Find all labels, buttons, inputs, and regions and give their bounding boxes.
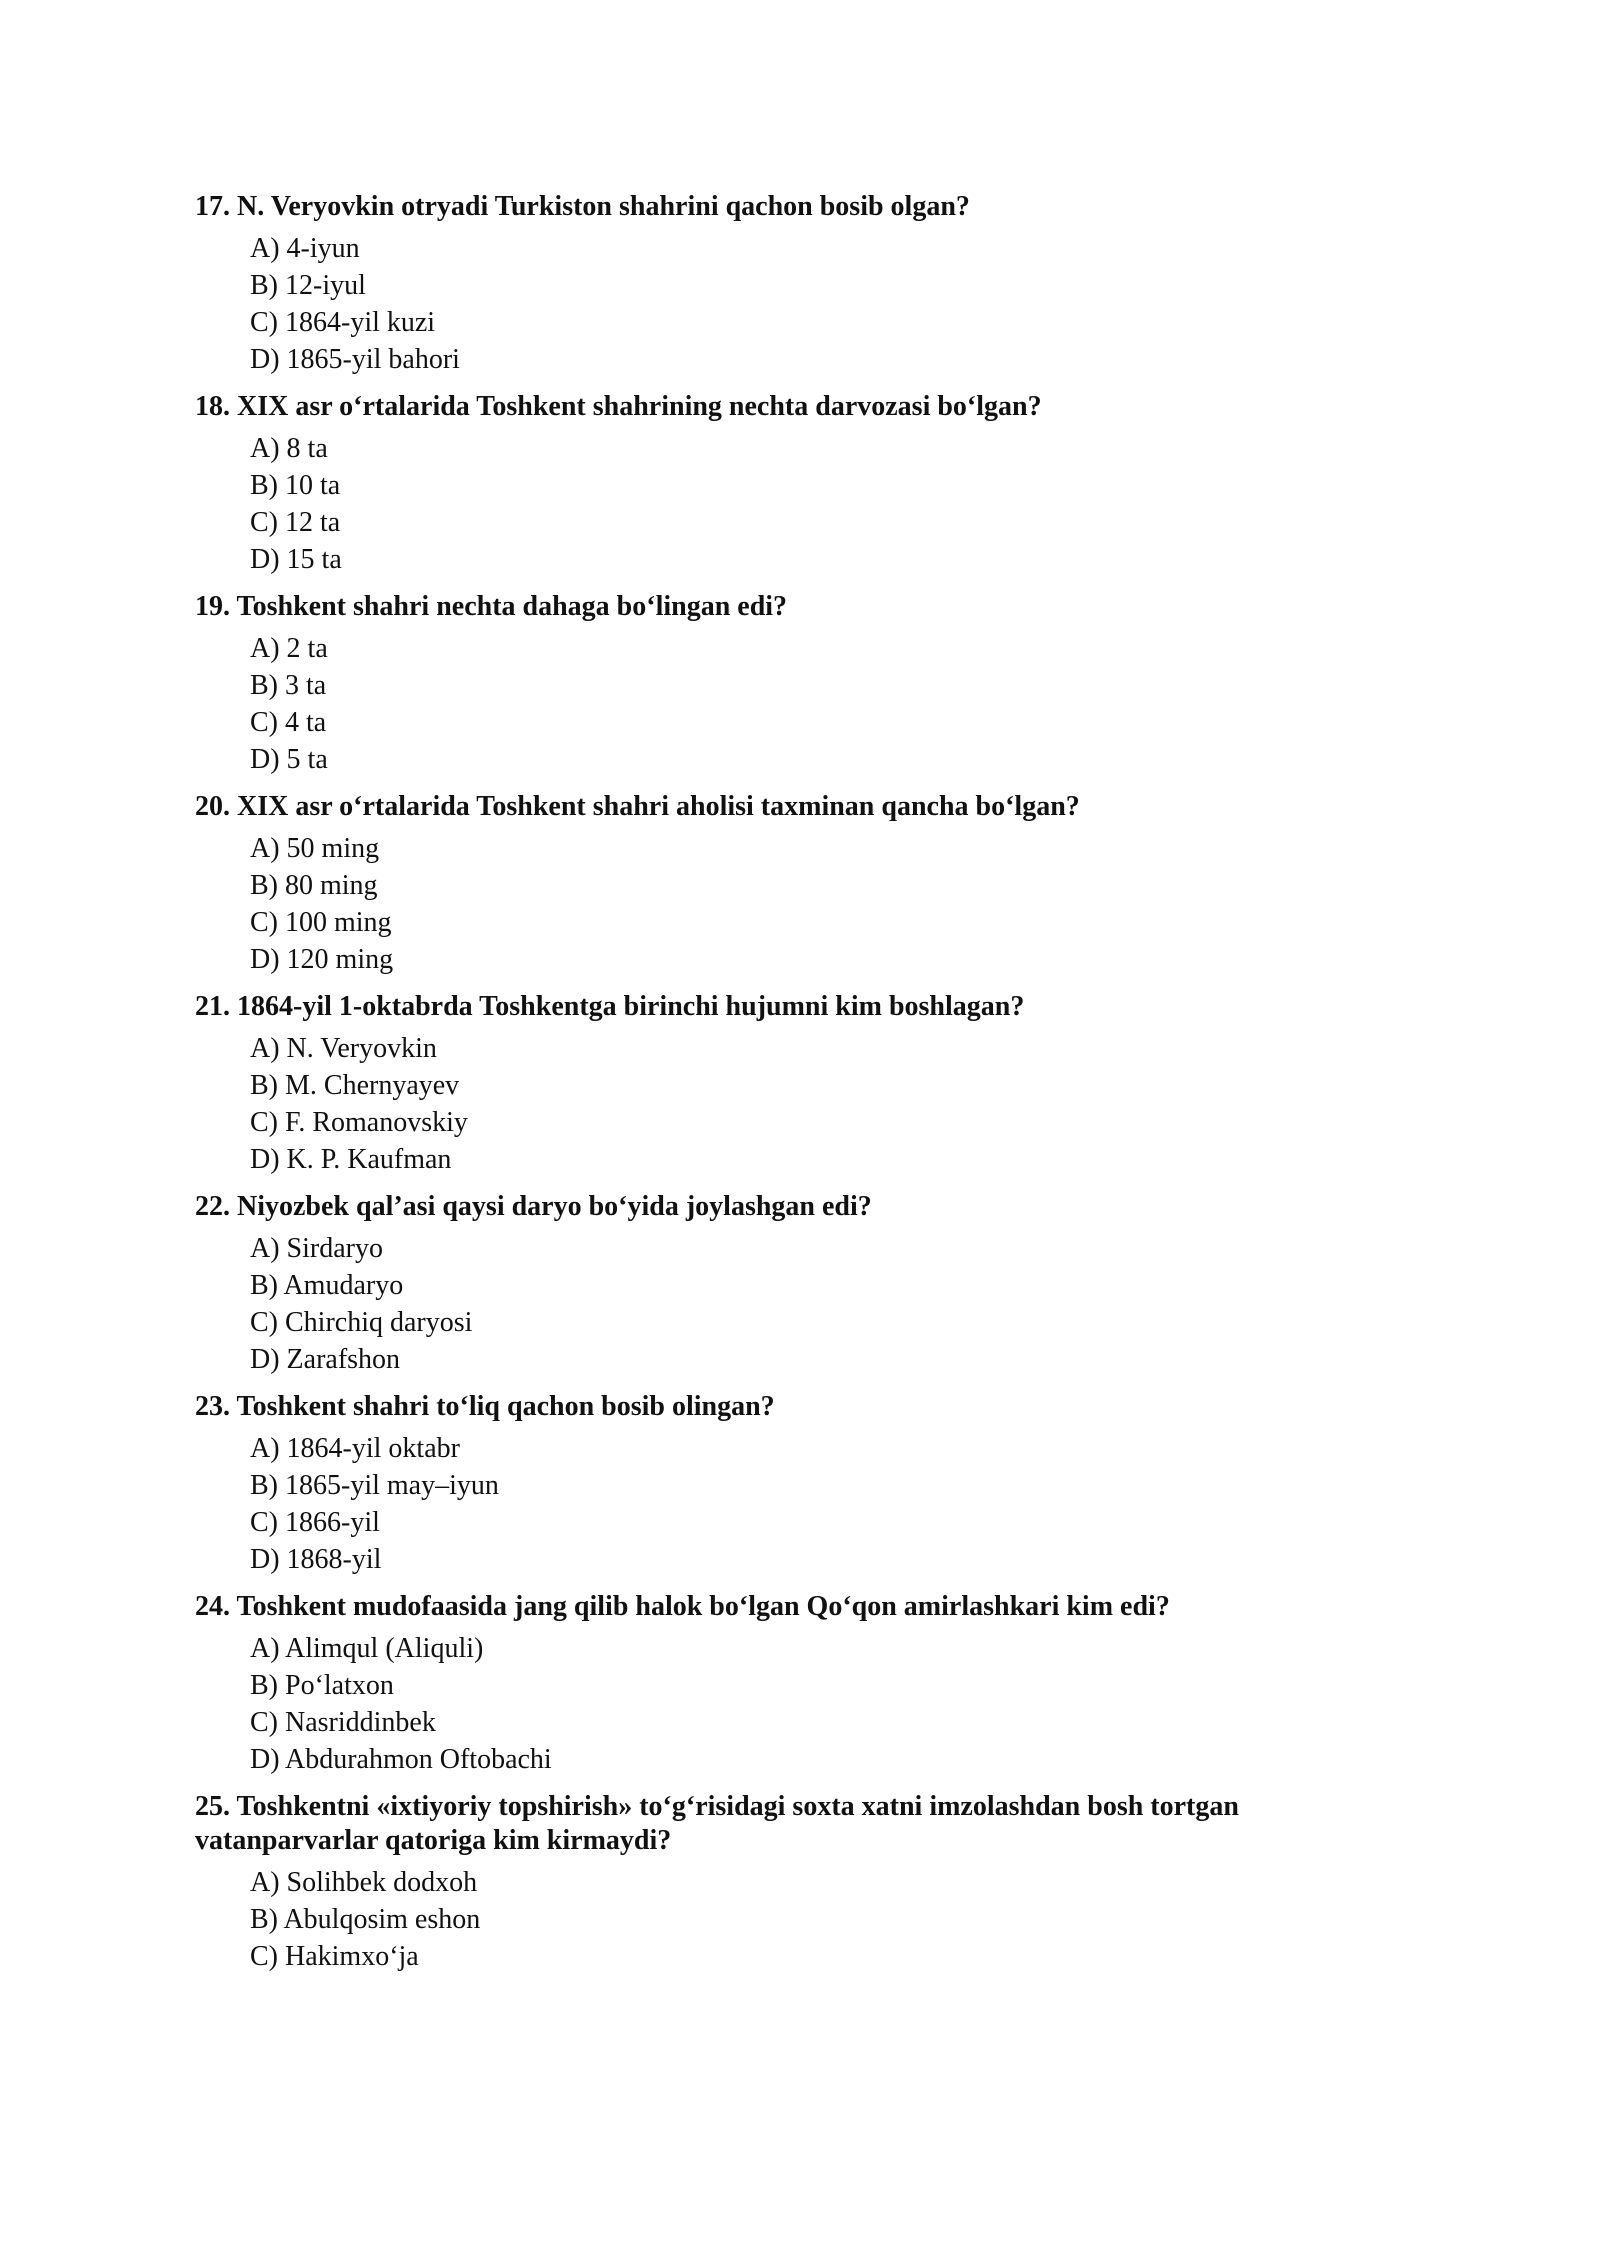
answer-option: A) 2 ta [250,633,328,664]
answer-option: A) N. Veryovkin [250,1033,437,1064]
answer-option: C) 1864-yil kuzi [250,307,436,338]
answer-option: C) Nasriddinbek [250,1707,436,1738]
answer-options [195,630,1425,778]
question-24 [195,1590,1425,1778]
answer-options [195,1230,1425,1378]
answer-option: B) 10 ta [250,470,341,501]
answer-option: A) 50 ming [250,833,380,864]
question-title: 22. Niyozbek qal’asi qaysi daryo bo‘yida joylashgan edi? [195,1191,872,1222]
answer-option: B) M. Chernyayev [250,1070,460,1101]
question-title: 23. Toshkent shahri to‘liq qachon bosib olingan? [195,1391,775,1422]
answer-option: A) Alimqul (Aliquli) [250,1633,484,1664]
answer-option: B) Po‘latxon [250,1670,394,1701]
answer-option: D) Zarafshon [250,1344,401,1375]
answer-option: C) Chirchiq daryosi [250,1307,473,1338]
question-title: 20. XIX asr o‘rtalarida Toshkent shahri aholisi taxminan qancha bo‘lgan? [195,791,1080,822]
answer-options [195,230,1425,378]
answer-options [195,1630,1425,1778]
answer-option: A) 8 ta [250,433,328,464]
question-title: 25. Toshkentni «ixtiyoriy topshirish» to‘g‘risidagi soxta xatni imzolashdan bosh tortgan vatanparvarlar qatoriga kim kirmaydi? [195,1791,1239,1856]
question-23 [195,1390,1425,1578]
answer-option: A) Sirdaryo [250,1233,383,1264]
answer-options [195,1430,1425,1578]
answer-option: D) 1868-yil [250,1544,382,1575]
answer-option: A) 1864-yil oktabr [250,1433,460,1464]
answer-option: B) 12-iyul [250,270,366,301]
question-title: 18. XIX asr o‘rtalarida Toshkent shahrining nechta darvozasi bo‘lgan? [195,391,1042,422]
answer-option: B) 1865-yil may–iyun [250,1470,499,1501]
answer-option: D) 5 ta [250,744,328,775]
answer-option: C) 12 ta [250,507,341,538]
question-20 [195,790,1425,978]
answer-option: C) 1866-yil [250,1507,380,1538]
question-19 [195,590,1425,778]
question-25 [195,1790,1425,1975]
answer-option: B) 80 ming [250,870,378,901]
answer-option: D) 1865-yil bahori [250,344,460,375]
answer-option: A) 4-iyun [250,233,360,264]
answer-option: B) 3 ta [250,670,327,701]
answer-options [195,1864,1425,1975]
answer-options [195,430,1425,578]
question-title: 21. 1864-yil 1-oktabrda Toshkentga birinchi hujumni kim boshlagan? [195,991,1025,1022]
answer-option: D) K. P. Kaufman [250,1144,452,1175]
answer-option: C) 100 ming [250,907,392,938]
answer-option: C) F. Romanovskiy [250,1107,468,1138]
answer-option: D) Abdurahmon Oftobachi [250,1744,552,1775]
answer-option: C) Hakimxo‘ja [250,1941,419,1972]
answer-options [195,830,1425,978]
answer-option: A) Solihbek dodxoh [250,1867,478,1898]
answer-option: B) Abulqosim eshon [250,1904,481,1935]
answer-option: D) 15 ta [250,544,342,575]
question-22 [195,1190,1425,1378]
question-list [195,190,1425,1987]
question-18 [195,390,1425,578]
question-title: 17. N. Veryovkin otryadi Turkiston shahrini qachon bosib olgan? [195,191,970,222]
question-title: 24. Toshkent mudofaasida jang qilib halok bo‘lgan Qo‘qon amirlashkari kim edi? [195,1591,1170,1622]
answer-options [195,1030,1425,1178]
answer-option: C) 4 ta [250,707,327,738]
answer-option: B) Amudaryo [250,1270,404,1301]
answer-option: D) 120 ming [250,944,394,975]
question-21 [195,990,1425,1178]
question-17 [195,190,1425,378]
question-title: 19. Toshkent shahri nechta dahaga bo‘lingan edi? [195,591,788,622]
